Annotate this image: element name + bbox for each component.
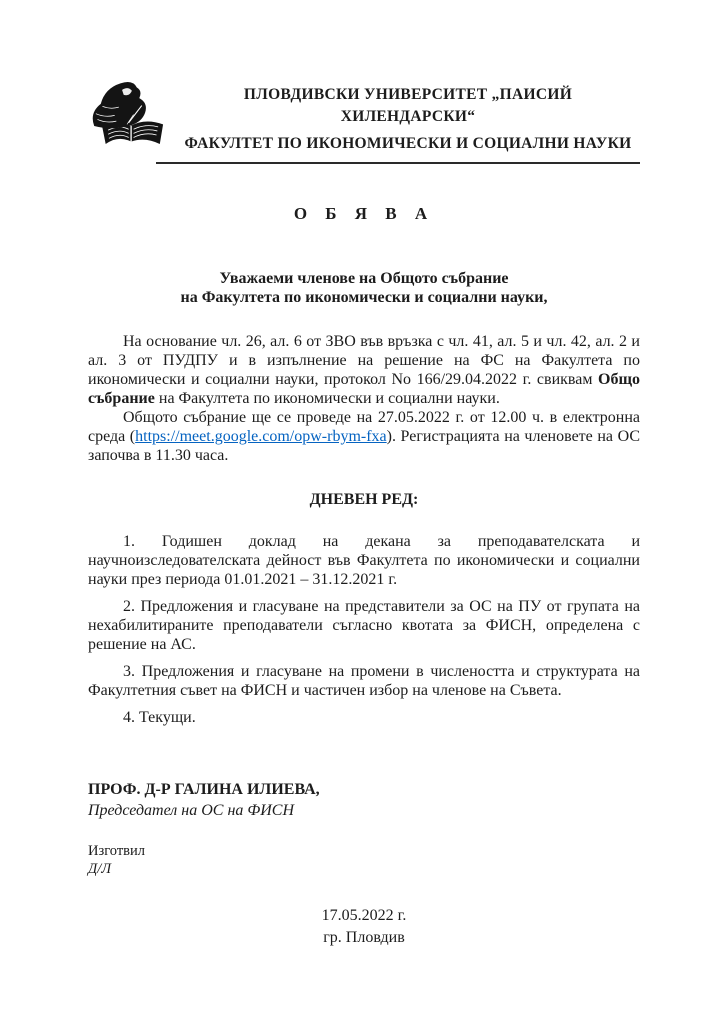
faculty-name: ФАКУЛТЕТ ПО ИКОНОМИЧЕСКИ И СОЦИАЛНИ НАУКИ <box>184 135 632 152</box>
agenda-item-4: 4. Текущи. <box>123 709 196 726</box>
general-assembly-bold: Общо събрание <box>88 371 640 407</box>
meeting-link[interactable]: https://meet.google.com/opw-rbym-fxa <box>135 428 387 445</box>
paragraph-legal-basis <box>88 332 640 408</box>
greeting-line-1: Уважаеми членове на Общото събрание <box>219 270 509 287</box>
agenda-item-2: 2. Предложения и гласуване на представители за ОС на ПУ от групата на нехабилитираните преподаватели съгласно квотата за ФИСН, определена с решение на АС. <box>88 598 640 653</box>
letterhead <box>88 76 640 164</box>
agenda-item-3: 3. Предложения и гласуване на промени в числеността и структурата на Факултетния съвет на ФИСН и частичен избор на членове на Съвета. <box>88 663 640 699</box>
prepared-by-initials: Д/Л <box>88 861 112 877</box>
agenda-list <box>88 532 640 727</box>
paragraph-legal-basis-text: На основание чл. 26, ал. 6 от ЗВО във връзка с чл. 41, ал. 5 и чл. 42, ал. 2 и ал. 3 от ПУДПУ и в изпълнение на решение на ФС на Факултета по икономически и социални науки, протокол No 166/29.04.2022 г. свиквам <box>88 333 640 388</box>
prepared-by-label: Изготвил <box>88 843 146 859</box>
greeting-line-2: на Факултета по икономически и социални науки, <box>180 289 548 306</box>
signatory-position: Председател на ОС на ФИСН <box>88 802 295 819</box>
paragraph-legal-basis-tail: на Факултета по икономически и социални науки. <box>154 390 500 407</box>
paragraph-meeting-details-text: Общото събрание ще се проведе на 27.05.2022 г. от 12.00 ч. в електронна среда ( <box>88 409 640 445</box>
paragraph-meeting-details <box>88 408 640 465</box>
signatory-name: ПРОФ. Д-Р ГАЛИНА ИЛИЕВА, <box>88 781 320 798</box>
letterhead-divider <box>156 162 640 164</box>
agenda-item-1: 1. Годишен доклад на декана за преподавателската и научноизследователската дейност във Факултета по икономически и социални науки през периода 01.01.2021 – 31.12.2021 г. <box>88 533 640 588</box>
agenda-heading: ДНЕВЕН РЕД: <box>309 491 419 508</box>
document-place: гр. Пловдив <box>323 929 405 946</box>
prepared-by-block <box>88 842 640 878</box>
signature-block <box>88 779 640 821</box>
university-name: ПЛОВДИВСКИ УНИВЕРСИТЕТ „ПАИСИЙ ХИЛЕНДАРСКИ“ <box>243 86 573 125</box>
greeting <box>88 269 640 307</box>
paragraph-meeting-details-tail: ). Регистрацията на членовете на ОС започва в 11.30 часа. <box>88 428 640 464</box>
date-place-block <box>88 905 640 949</box>
monk-writing-in-open-book-icon <box>86 78 168 156</box>
document-date: 17.05.2022 г. <box>321 907 407 924</box>
document-title: О Б Я В А <box>293 204 435 223</box>
